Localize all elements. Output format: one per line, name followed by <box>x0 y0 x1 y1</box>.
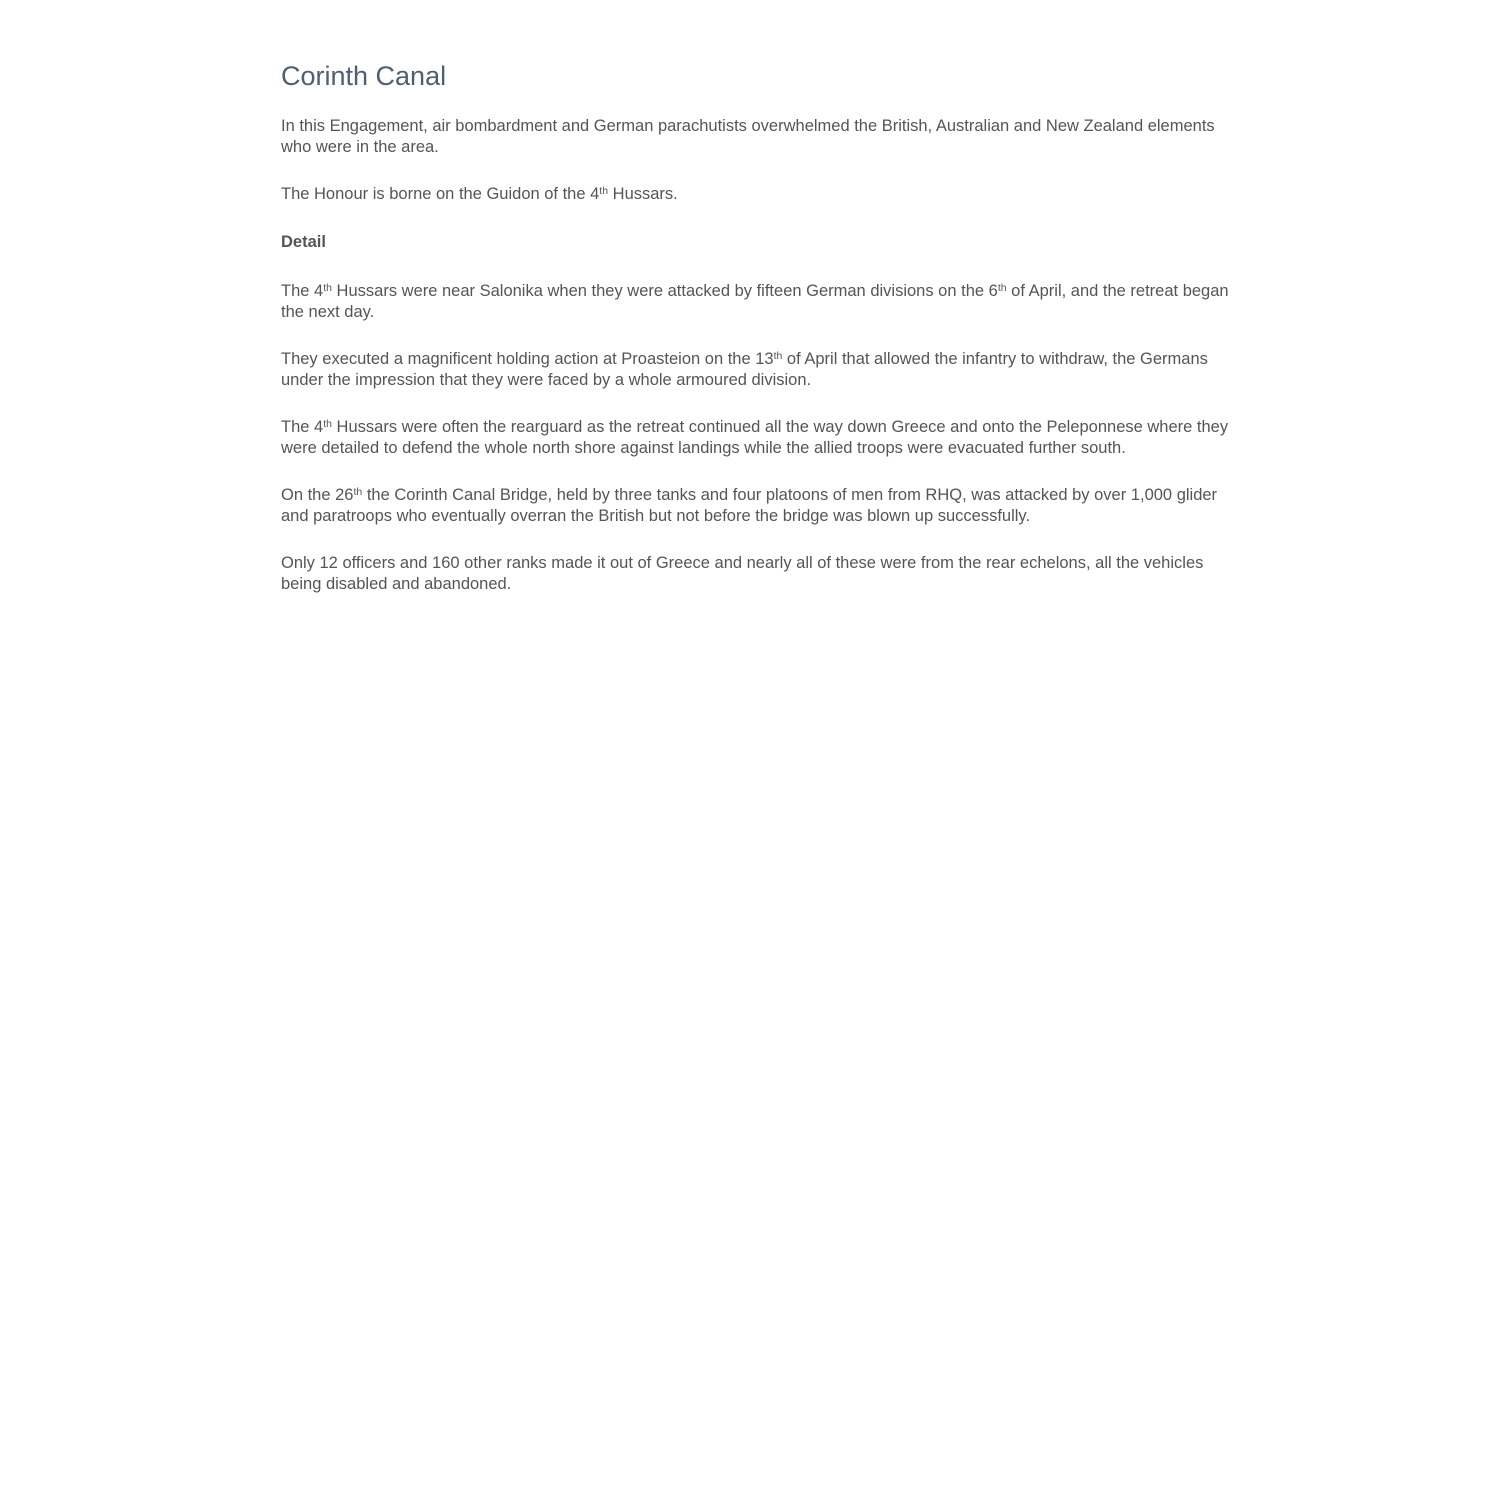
ordinal-suffix: th <box>323 417 332 430</box>
text-segment: Hussars were near Salonika when they were attacked by fifteen German divisions on the 6 <box>331 282 998 300</box>
text-segment: Hussars were often the rearguard as the retreat continued all the way down Greece and onto the Peleponnese where they were detailed to defend the whole north shore against landings while the allied troops were evacuated further south. <box>281 418 1229 457</box>
intro-paragraph: In this Engagement, air bombardment and German parachutists overwhelmed the British, Australian and New Zealand elements who were in the area. <box>281 117 1215 156</box>
ordinal-suffix: th <box>353 485 363 498</box>
ordinal-suffix: th <box>323 281 332 294</box>
honour-text-end: Hussars. <box>608 185 678 203</box>
text-segment: The 4 <box>281 282 324 300</box>
text-segment: On the 26 <box>281 486 354 504</box>
text-segment: They executed a magnificent holding action at Proasteion on the 13 <box>281 350 774 368</box>
text-segment: The 4 <box>281 418 324 436</box>
ordinal-suffix: th <box>599 184 609 197</box>
text-segment: of April, and the retreat began the next day. <box>281 282 1229 321</box>
document-page <box>281 58 1231 621</box>
text-segment: of April that allowed the infantry to withdraw, the Germans under the impression that they were faced by a whole armoured division. <box>281 350 1208 389</box>
honour-paragraph <box>281 184 1231 205</box>
ordinal-suffix: th <box>773 349 783 362</box>
detail-heading: Detail <box>281 232 326 251</box>
ordinal-suffix: th <box>997 281 1007 294</box>
text-segment: the Corinth Canal Bridge, held by three tanks and four platoons of men from RHQ, was attacked by over 1,000 glider and paratroops who eventually overran the British but not before the bridge was blown up successfully. <box>281 486 1218 525</box>
honour-text-start: The Honour is borne on the Guidon of the 4 <box>281 185 600 203</box>
detail-paragraph-3 <box>281 417 1231 458</box>
detail-paragraph-2 <box>281 349 1231 390</box>
page-title: Corinth Canal <box>281 61 447 91</box>
detail-paragraph-5: Only 12 officers and 160 other ranks made it out of Greece and nearly all of these were from the rear echelons, all the vehicles being disabled and abandoned. <box>281 554 1204 593</box>
detail-paragraph-1 <box>281 281 1231 322</box>
detail-paragraph-4 <box>281 485 1231 526</box>
